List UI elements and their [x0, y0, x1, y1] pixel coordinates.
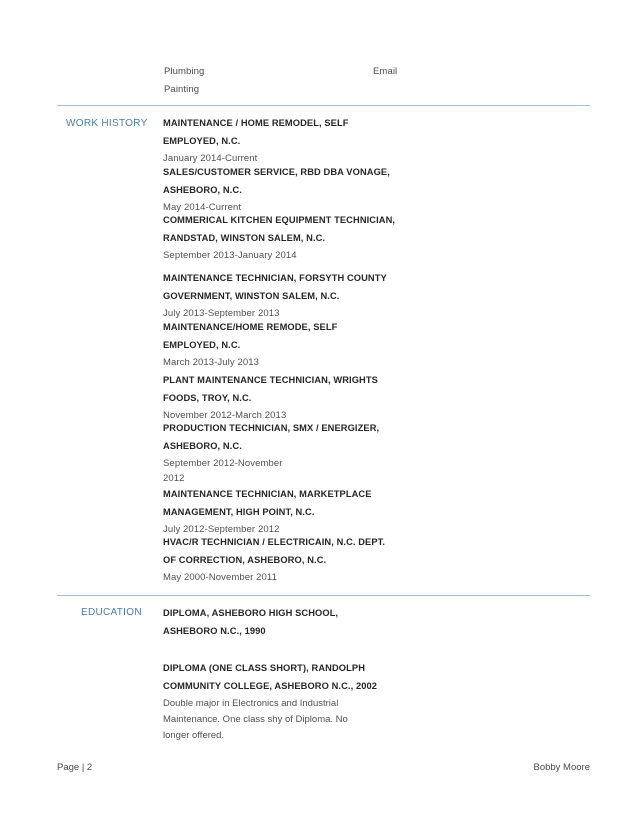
job-title: PRODUCTION TECHNICIAN, SMX / ENERGIZER, ASHEBORO, N.C.	[163, 423, 380, 451]
job-date: May 2014-Current	[163, 202, 242, 213]
job-date: March 2013-July 2013	[163, 357, 259, 368]
divider-skills-work	[57, 105, 590, 106]
job-title: SALES/CUSTOMER SERVICE, RBD DBA VONAGE, ASHEBORO, N.C.	[163, 167, 390, 195]
job-entry	[163, 318, 393, 370]
job-entry	[163, 163, 393, 215]
job-title: MAINTENANCE / HOME REMODEL, SELF EMPLOYED, N.C.	[163, 118, 349, 146]
job-entry	[163, 269, 393, 321]
skill-item-email: Email	[373, 66, 398, 77]
job-date: September 2012-November 2012	[163, 458, 283, 484]
job-entry	[163, 114, 393, 166]
job-title: MAINTENANCE/HOME REMODE, SELF EMPLOYED, N.C.	[163, 322, 338, 350]
skill-item-plumbing: Plumbing	[164, 66, 205, 77]
job-entry	[163, 419, 393, 486]
job-title: COMMERICAL KITCHEN EQUIPMENT TECHNICIAN, RANDSTAD, WINSTON SALEM, N.C.	[163, 215, 396, 243]
education-entry	[163, 659, 393, 744]
job-title: MAINTENANCE TECHNICIAN, FORSYTH COUNTY GOVERNMENT, WINSTON SALEM, N.C.	[163, 273, 387, 301]
education-title: DIPLOMA (ONE CLASS SHORT), RANDOLPH COMMUNITY COLLEGE, ASHEBORO N.C., 2002	[163, 663, 378, 691]
footer-author-name: Bobby Moore	[533, 762, 590, 773]
job-date: September 2013-January 2014	[163, 250, 297, 261]
education-title: DIPLOMA, ASHEBORO HIGH SCHOOL, ASHEBORO N.C., 1990	[163, 608, 339, 636]
job-date: July 2012-September 2012	[163, 524, 280, 535]
job-title: PLANT MAINTENANCE TECHNICIAN, WRIGHTS FOODS, TROY, N.C.	[163, 375, 378, 403]
skill-item-painting: Painting	[164, 84, 200, 95]
divider-work-education	[57, 595, 590, 596]
job-title: MAINTENANCE TECHNICIAN, MARKETPLACE MANAGEMENT, HIGH POINT, N.C.	[163, 489, 372, 517]
job-entry	[163, 485, 393, 537]
job-date: January 2014-Current	[163, 153, 258, 164]
job-entry	[163, 371, 393, 423]
job-date: November 2012-March 2013	[163, 410, 287, 421]
work-history-heading: WORK HISTORY	[66, 118, 148, 129]
education-description: Double major in Electronics and Industrial Maintenance. One class shy of Diploma. No longer offered.	[163, 698, 348, 741]
education-heading: EDUCATION	[81, 607, 142, 618]
job-title: HVAC/R TECHNICIAN / ELECTRICAIN, N.C. DEPT. OF CORRECTION, ASHEBORO, N.C.	[163, 537, 386, 565]
education-entry	[163, 604, 353, 640]
job-entry	[163, 533, 393, 585]
job-date: July 2013-September 2013	[163, 308, 280, 319]
job-date: May 2000-November 2011	[163, 572, 277, 583]
job-entry	[163, 211, 396, 263]
page-number: Page | 2	[57, 762, 93, 773]
